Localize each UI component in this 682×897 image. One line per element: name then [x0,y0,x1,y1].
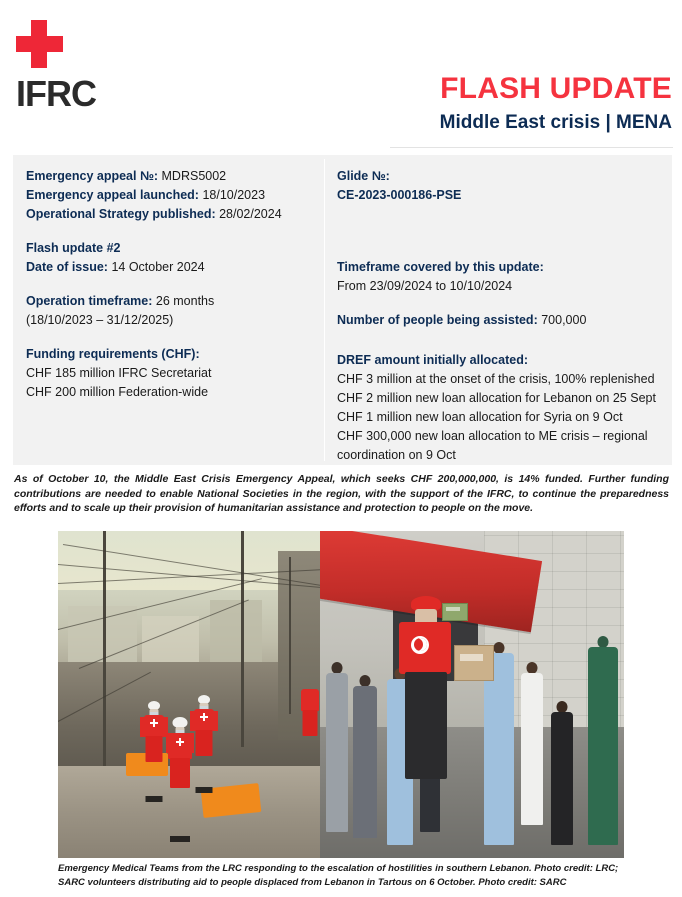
photo-caption: Emergency Medical Teams from the LRC responding to the escalation of hostilities in southern Lebanon. Photo credit: LRC; SARC volunteers distributing aid to people displaced from Lebanon in Tartous on 6 October. Photo credit: SARC [58,863,619,888]
info-line [337,351,667,370]
info-label: Operational Strategy published: [26,207,216,221]
photo-person [588,636,618,845]
photo-utility-pole [103,531,106,766]
people-assisted-group [337,311,667,330]
info-value: CHF 3 million at the onset of the crisis, 100% replenished [337,372,655,386]
info-value: CHF 2 million new loan allocation for Lebanon on 25 Sept [337,391,656,405]
info-value: MDRS5002 [158,169,227,183]
photo-person [326,662,348,832]
info-column-left [26,155,324,465]
info-line [337,258,667,277]
info-line [337,370,667,389]
photo-medic [299,675,320,786]
info-value: 26 months [152,294,215,308]
page-title: FLASH UPDATE [440,72,672,105]
operation-timeframe-group [26,292,324,330]
info-line [26,258,324,277]
info-label: Number of people being assisted: [337,313,538,327]
info-line [26,205,324,224]
info-value: 28/02/2024 [215,207,282,221]
page-subtitle: Middle East crisis | MENA [439,112,672,133]
photo-aid-box [454,645,494,681]
glide-number-group [337,167,667,205]
info-column-right [337,155,667,465]
red-cross-icon [16,20,63,68]
funding-requirements-group [26,345,324,402]
info-label: Date of issue: [26,260,108,274]
info-line [26,383,324,402]
info-value: 18/10/2023 [198,188,266,202]
funding-status-note: As of October 10, the Middle East Crisis Emergency Appeal, which seeks CHF 200,000,000, is 14% funded. Further funding contributions are needed to enable National Societies in the region, with the support of the IFRC, to continue the preparedness efforts and to scale up their provision of humanitarian assistance and protection to people on the move. [14,473,669,514]
info-value: CHF 300,000 new loan allocation to ME crisis – regional coordination on 9 Oct [337,429,648,462]
info-line [337,389,667,408]
photo-person [551,701,573,845]
document-header [0,0,682,148]
appeal-identifiers-group [26,167,324,224]
ifrc-logo [16,18,136,110]
info-value: 14 October 2024 [107,260,205,274]
info-line [26,345,324,364]
info-line [26,311,324,330]
info-value: 700,000 [537,313,587,327]
photo-aid-distribution [320,531,624,858]
info-value: (18/10/2023 – 31/12/2025) [26,313,174,327]
info-line [337,427,667,465]
info-line [337,186,667,205]
info-label: Emergency appeal launched: [26,188,199,202]
info-value: From 23/09/2024 to 10/10/2024 [337,279,513,293]
info-value: CHF 200 million Federation-wide [26,385,209,399]
info-line [337,167,667,186]
info-line [26,167,324,186]
update-meta-group [26,239,324,277]
header-title-block [172,72,672,136]
header-divider [390,147,673,148]
info-value: CHF 185 million IFRC Secretariat [26,366,212,380]
update-timeframe-group [337,258,667,296]
photo-strip [58,531,624,858]
ifrc-wordmark: IFRC [16,73,96,110]
photo-medic [163,717,197,841]
photo-emergency-medical-teams [58,531,320,858]
info-value: CE-2023-000186-PSE [337,188,462,202]
info-label: DREF amount initially allocated: [337,353,528,367]
info-line [337,311,667,330]
photo-aid-bundle [442,603,468,621]
summary-info-panel [13,155,672,465]
info-label: Glide №: [337,169,390,183]
info-label: Emergency appeal №: [26,169,159,183]
dref-allocation-group [337,351,667,465]
info-label: Funding requirements (CHF): [26,347,200,361]
info-label: Operation timeframe: [26,294,153,308]
photo-sarc-volunteer [393,596,461,838]
info-line [26,292,324,311]
photo-utility-pole [241,531,244,747]
column-divider [324,159,325,461]
info-line [26,364,324,383]
info-line [26,186,324,205]
info-label: Timeframe covered by this update: [337,260,544,274]
photo-person [521,662,543,826]
photo-person [353,675,377,839]
info-label: Flash update #2 [26,241,121,255]
red-crescent-icon [80,20,104,68]
info-line [337,408,667,427]
photo-building [210,600,262,672]
info-line [26,239,324,258]
info-line [337,277,667,296]
info-value: CHF 1 million new loan allocation for Syria on 9 Oct [337,410,623,424]
